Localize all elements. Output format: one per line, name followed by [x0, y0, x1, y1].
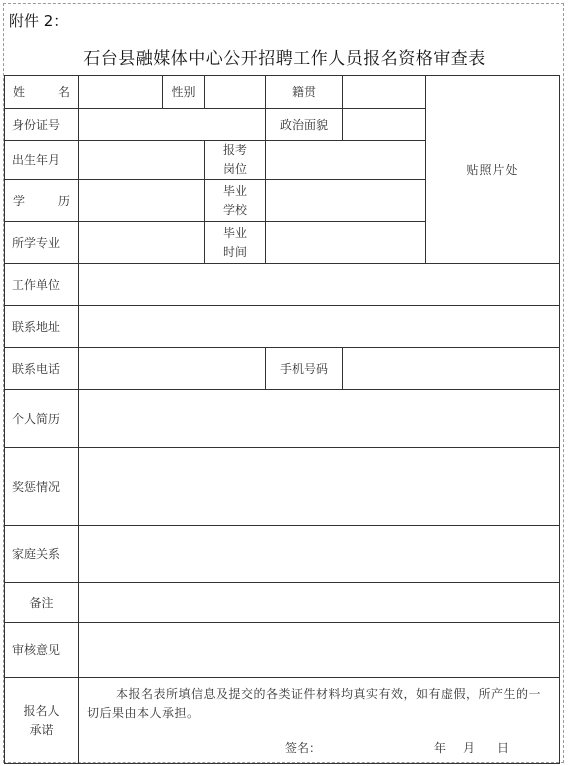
- resume-label: 个人简历: [5, 390, 79, 448]
- address-field[interactable]: [79, 306, 560, 348]
- work-unit-field[interactable]: [79, 264, 560, 306]
- attachment-label: 附件 2：: [9, 12, 69, 30]
- graduate-time-label-2: 时间: [222, 244, 247, 259]
- applied-post-label-1: 报考: [222, 143, 247, 157]
- phone-label: 联系电话: [5, 348, 79, 390]
- native-place-label: 籍贯: [266, 76, 343, 109]
- name-label: 姓名: [5, 76, 79, 109]
- remarks-field[interactable]: [79, 583, 560, 623]
- family-field[interactable]: [79, 526, 560, 583]
- gender-field[interactable]: [205, 76, 266, 109]
- resume-field[interactable]: [79, 390, 560, 448]
- row-work-unit: [5, 264, 560, 306]
- graduate-school-label: [205, 180, 266, 222]
- pledge-label: [5, 678, 79, 764]
- graduate-time-label-1: 毕业: [222, 225, 247, 240]
- registration-form-table: [4, 75, 560, 764]
- birth-date-label: 出生年月: [5, 141, 79, 180]
- remarks-label: 备注: [5, 583, 79, 623]
- education-field[interactable]: [79, 180, 205, 222]
- pledge-label-2: 承诺: [29, 722, 54, 737]
- pledge-statement: 本报名表所填信息及提交的各类证件材料均真实有效，如有虚假，所产生的一切后果由本人承担。: [87, 687, 542, 720]
- applied-post-field[interactable]: [266, 141, 426, 180]
- graduate-school-label-2: 学校: [222, 202, 247, 217]
- pledge-label-1: 报名人: [23, 703, 60, 718]
- row-phone: [5, 348, 560, 390]
- family-label: 家庭关系: [5, 526, 79, 583]
- date-year-label: 年: [434, 741, 447, 755]
- review-field[interactable]: [79, 623, 560, 678]
- graduate-school-label-1: 毕业: [222, 183, 247, 198]
- rewards-field[interactable]: [79, 448, 560, 526]
- political-status-field[interactable]: [343, 109, 426, 141]
- signature-label: 签名：: [285, 741, 322, 755]
- form-title: 石台县融媒体中心公开招聘工作人员报名资格审查表: [83, 49, 486, 69]
- address-label: 联系地址: [5, 306, 79, 348]
- row-remarks: [5, 583, 560, 623]
- pledge-cell: [79, 678, 560, 764]
- review-label: 审核意见: [5, 623, 79, 678]
- education-label: 学历: [5, 180, 79, 222]
- native-place-field[interactable]: [343, 76, 426, 109]
- applied-post-label-2: 岗位: [222, 162, 247, 176]
- row-name: [5, 76, 560, 109]
- row-pledge: [5, 678, 560, 764]
- birth-date-field[interactable]: [79, 141, 205, 180]
- row-resume: [5, 390, 560, 448]
- row-family: [5, 526, 560, 583]
- major-label: 所学专业: [5, 222, 79, 264]
- graduate-school-field[interactable]: [266, 180, 426, 222]
- phone-field[interactable]: [79, 348, 266, 390]
- major-field[interactable]: [79, 222, 205, 264]
- photo-area: 贴照片处: [426, 76, 560, 264]
- applied-post-label: [205, 141, 266, 180]
- row-rewards: [5, 448, 560, 526]
- work-unit-label: 工作单位: [5, 264, 79, 306]
- mobile-label: 手机号码: [266, 348, 343, 390]
- mobile-field[interactable]: [343, 348, 560, 390]
- row-review: [5, 623, 560, 678]
- date-month-label: 月: [463, 741, 476, 755]
- name-field[interactable]: [79, 76, 163, 109]
- id-number-label: 身份证号: [5, 109, 79, 141]
- row-address: [5, 306, 560, 348]
- id-number-field[interactable]: [79, 109, 266, 141]
- rewards-label: 奖惩情况: [5, 448, 79, 526]
- political-status-label: 政治面貌: [266, 109, 343, 141]
- graduate-time-field[interactable]: [266, 222, 426, 264]
- graduate-time-label: [205, 222, 266, 264]
- gender-label: 性别: [163, 76, 205, 109]
- date-day-label: 日: [497, 741, 510, 755]
